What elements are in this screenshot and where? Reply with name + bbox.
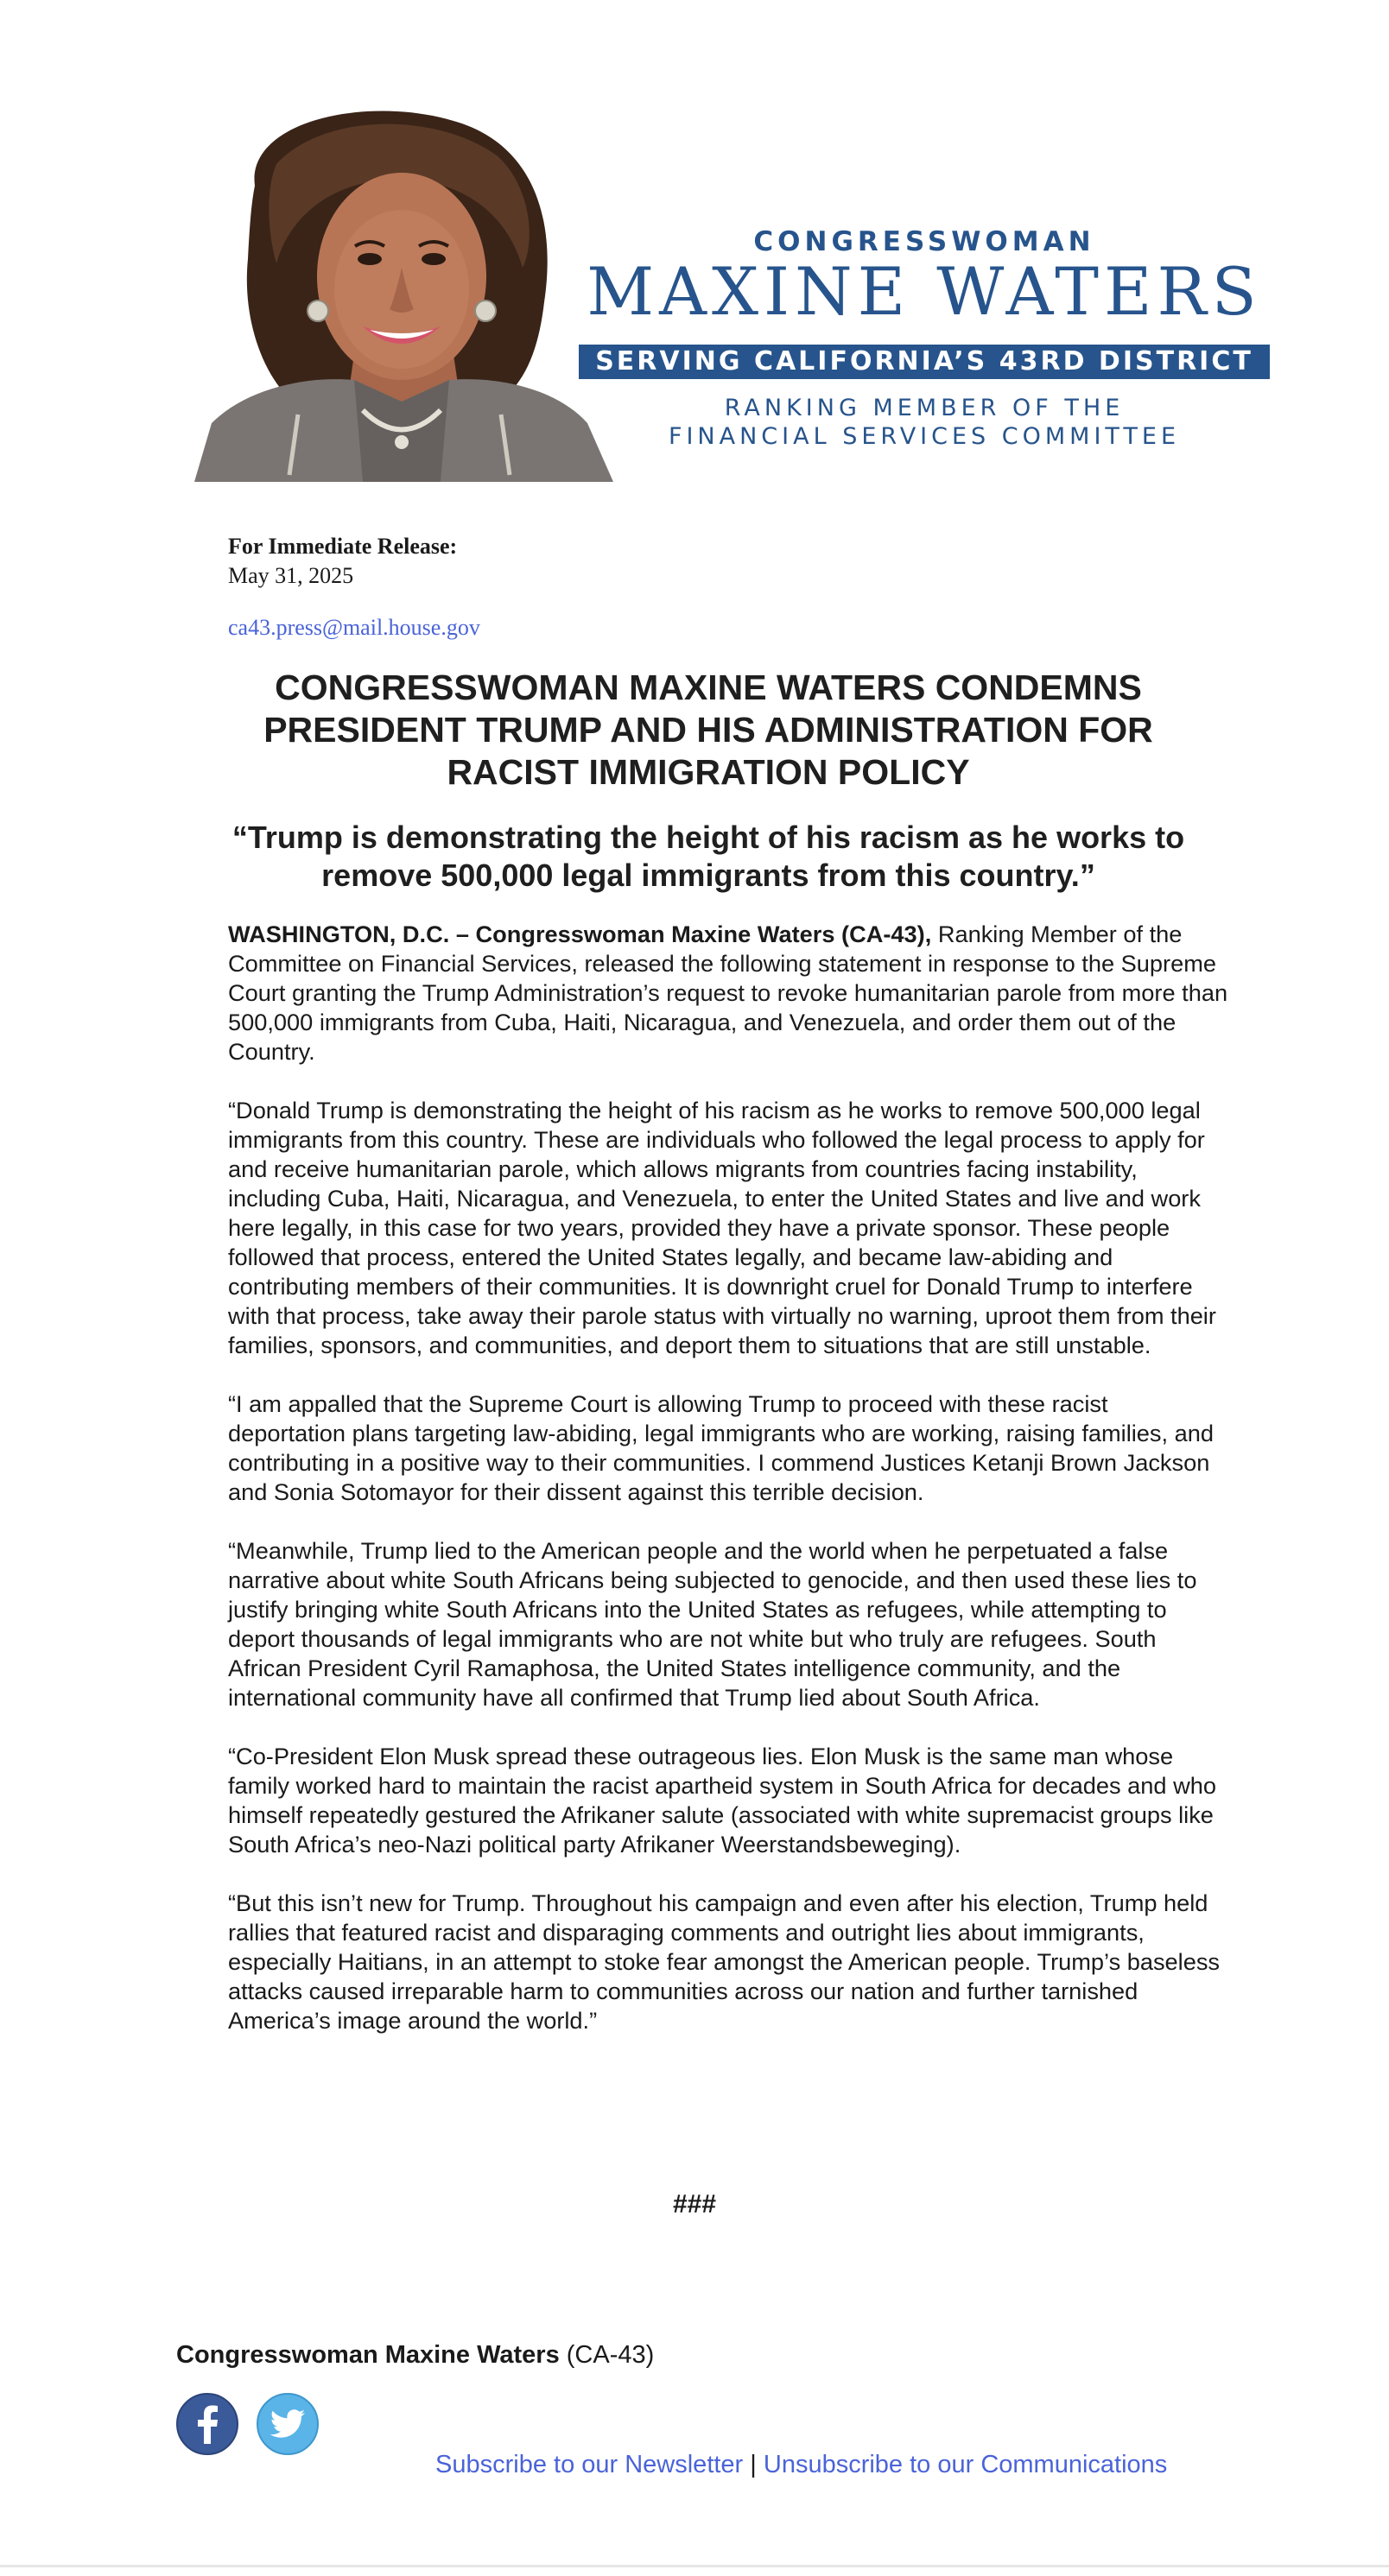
intro-paragraph (228, 920, 1230, 1066)
end-mark: ### (672, 2190, 717, 2218)
link-separator: | (743, 2451, 764, 2478)
footer-name-bold: Congresswoman Maxine Waters (176, 2341, 560, 2369)
banner-name: MAXINE WATERS (587, 253, 1262, 330)
banner-ranking-line-1: RANKING MEMBER OF THE (724, 395, 1125, 421)
subscribe-newsletter-link[interactable]: Subscribe to our Newsletter (435, 2451, 744, 2478)
banner-title-block (579, 104, 1270, 482)
banner-district-bar: SERVING CALIFORNIA’S 43RD DISTRICT (579, 345, 1270, 379)
press-release-subheadline: “Trump is demonstrating the height of his racism as he works to remove 500,000 legal immigrants from this country.” (232, 820, 1185, 893)
banner-congresswoman-label: CONGRESSWOMAN (753, 226, 1095, 257)
footer-name-suffix: (CA-43) (559, 2341, 655, 2369)
unsubscribe-link[interactable]: Unsubscribe to our Communications (763, 2451, 1168, 2478)
footer-office-name (176, 2341, 654, 2370)
banner-ranking-line-2: FINANCIAL SERVICES COMMITTEE (668, 423, 1181, 450)
twitter-icon[interactable] (256, 2392, 320, 2456)
body-paragraph: “Donald Trump is demonstrating the height of his racism as he works to remove 500,000 legal immigrants from this country. These are individuals who followed the legal process to apply for and receive humanitarian parole, which allows migrants from countries facing instability, including Cuba, Haiti, Nicaragua, and Venezuela, to enter the United States and live and work here legally, in this case for two years, provided they have a private sponsor. These people followed that process, entered the United States legally, and became law-abiding and contributing members of their communities. It is downright cruel for Donald Trump to interfere with that process, take away their parole status with virtually no warning, uproot them from their families, sponsors, and communities, and deport them to situations that are still unstable. (228, 1097, 1216, 1358)
body-paragraph: “Meanwhile, Trump lied to the American people and the world when he perpetuated a false narrative about white South Africans being subjected to genocide, and then used these lies to justify bringing white South Africans into the United States as refugees, while attempting to deport thousands of legal immigrants who are not white but who truly are refugees. South African President Cyril Ramaphosa, the United States intelligence community, and the international community have all confirmed that Trump lied about South Africa. (228, 1537, 1197, 1711)
press-release-headline: CONGRESSWOMAN MAXINE WATERS CONDEMNS PRESIDENT TRUMP AND HIS ADMINISTRATION FOR RACIST IMMIGRATION POLICY (263, 668, 1153, 792)
intro-text: Ranking Member of the Committee on Financial Services, released the following statement in response to the Supreme Court granting the Trump Administration’s request to revoke humanitarian parole from more than 500,000 immigrants from Cuba, Haiti, Nicaragua, and Venezuela, and order them out of the Country. (228, 921, 1228, 1065)
footer-subscription-links (435, 2451, 1167, 2479)
press-email-link[interactable]: ca43.press@mail.house.gov (228, 615, 480, 640)
header-banner (194, 104, 1274, 482)
release-info (228, 532, 457, 591)
body-paragraph: “I am appalled that the Supreme Court is allowing Trump to proceed with these racist deportation plans targeting law-abiding, legal immigrants who are working, raising families, and contributing in a positive way to their communities. I commend Justices Ketanji Brown Jackson and Sonia Sotomayor for their dissent against this terrible decision. (228, 1390, 1214, 1505)
body-paragraph: “But this isn’t new for Trump. Throughout his campaign and even after his election, Trump held rallies that featured racist and disparaging comments and outright lies about immigrants, especially Haitians, in an attempt to stoke fear amongst the American people. Trump’s baseless attacks caused irreparable harm to communities across our nation and further tarnished America’s image around the world.” (228, 1889, 1221, 2034)
release-label: For Immediate Release: (228, 534, 458, 559)
body-paragraph: “Co-President Elon Musk spread these outrageous lies. Elon Musk is the same man whose family worked hard to maintain the racist apartheid system in South Africa for decades and who himself repeatedly gestured the Afrikaner salute (associated with white supremacist groups like South Africa’s neo-Nazi political party Afrikaner Weerstandsbeweging). (228, 1743, 1216, 1858)
release-date: May 31, 2025 (228, 563, 354, 588)
congresswoman-portrait (194, 104, 613, 482)
page-bottom-divider (0, 2565, 1389, 2567)
facebook-icon[interactable] (175, 2392, 239, 2456)
dateline: WASHINGTON, D.C. – Congresswoman Maxine Waters (CA-43), (228, 921, 932, 947)
press-release-body (228, 920, 1230, 2065)
